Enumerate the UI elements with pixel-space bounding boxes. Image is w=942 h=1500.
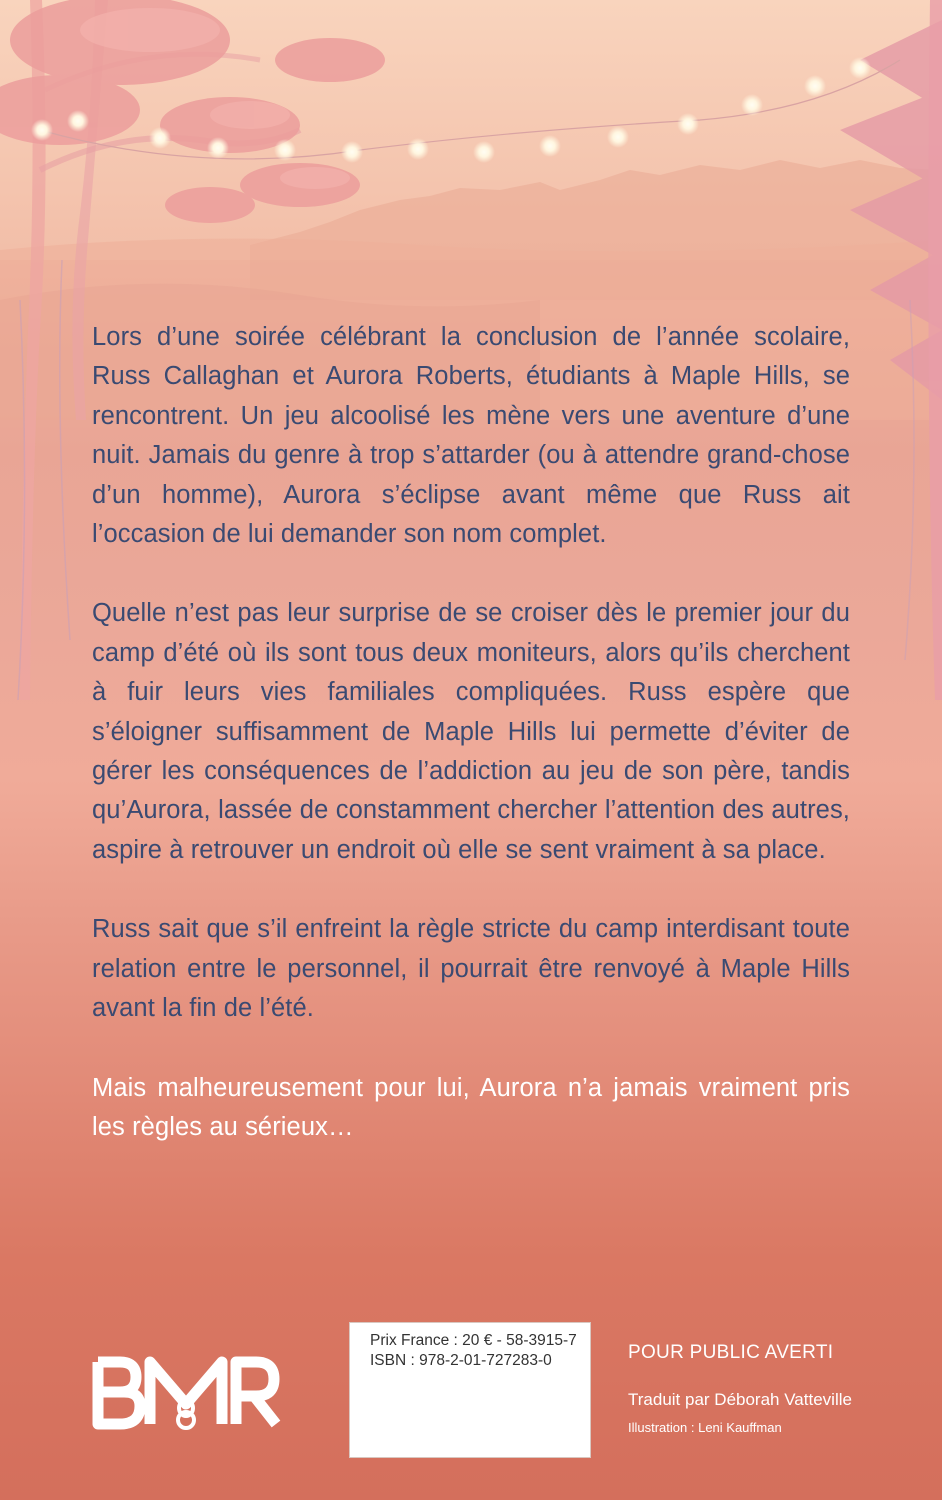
blurb-paragraph-3: Russ sait que s’il enfreint la règle stricte du camp interdisant toute relation entre le personnel, il pourrait être renvoyé à Maple Hills avant la fin de l’été. [92, 915, 850, 1023]
back-cover-blurb [92, 318, 850, 1187]
bmr-logo [90, 1356, 282, 1430]
price-isbn-box [349, 1322, 591, 1458]
price-text: Prix France : 20 € - 58-3915-7 [370, 1332, 577, 1349]
illustration-credit: Illustration : Leni Kauffman [628, 1420, 782, 1435]
translator-credit: Traduit par Déborah Vatteville [628, 1390, 852, 1409]
credits [628, 1342, 852, 1435]
blurb-teaser: Mais malheureusement pour lui, Aurora n’a jamais vraiment pris les règles au sérieux… [92, 1073, 850, 1141]
blurb-paragraph-1: Lors d’une soirée célébrant la conclusion de l’année scolaire, Russ Callaghan et Aurora Roberts, étudiants à Maple Hills, se rencontrent. Un jeu alcoolisé les mène vers une aventure d’une nuit. Jamais du genre à trop s’attarder (ou à attendre grand-chose d’un homme), Aurora s’éclipse avant même que Russ ait l’occasion de lui demander son nom complet. [92, 323, 850, 549]
isbn-text: ISBN : 978-2-01-727283-0 [370, 1352, 552, 1369]
right-pine-trunk [928, 0, 942, 700]
audience-warning: POUR PUBLIC AVERTI [628, 1342, 834, 1363]
blurb-paragraph-2: Quelle n’est pas leur surprise de se croiser dès le premier jour du camp d’été où ils sont tous deux moniteurs, alors qu’ils cherchent à fuir leurs vies familiales compliquées. Russ espère que s’éloigner suffisamment de Maple Hills lui permette d’éviter de gérer les conséquences de l’addiction au jeu de son père, tandis qu’Aurora, lassée de constamment chercher l’attention des autres, aspire à retrouver un endroit où elle se sent vraiment à sa place. [92, 599, 850, 864]
